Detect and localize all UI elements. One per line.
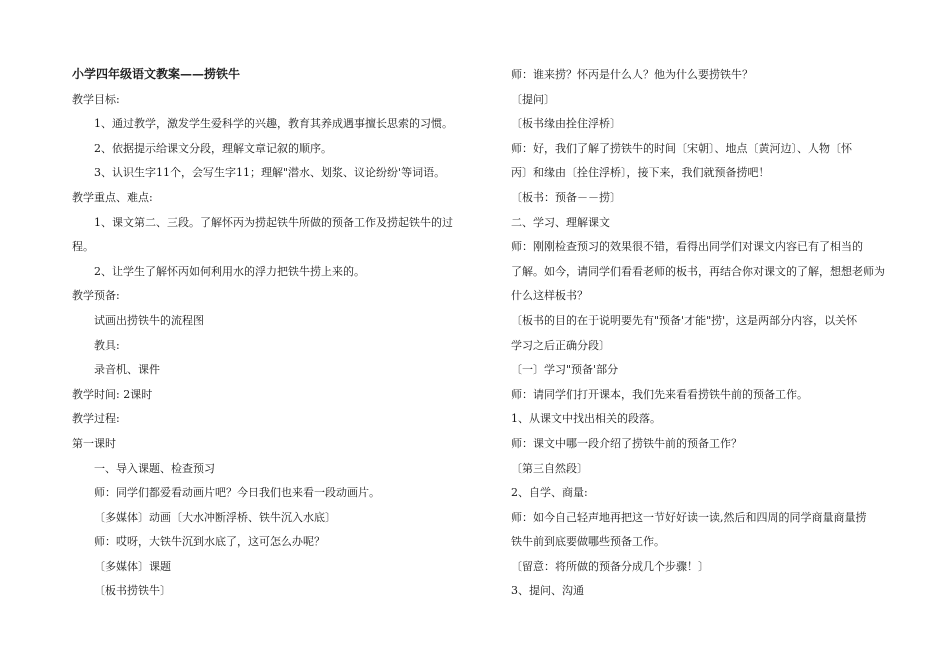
right-line-18: 师：如今自己轻声地再把这一节好好读一读,然后和四周的同学商量商量捞: [511, 510, 867, 524]
left-line-9: 教学预备:: [72, 289, 120, 303]
left-line-10: 试画出捞铁牛的流程图: [94, 313, 204, 327]
left-line-18: 〔多媒体〕动画〔大水冲断浮桥、铁牛沉入水底〕: [94, 510, 336, 524]
right-line-11: 学习之后正确分段〕: [511, 338, 610, 352]
left-line-8: 2、让学生了解怀丙如何利用水的浮力把铁牛捞上来的。: [94, 264, 365, 278]
right-line-15: 师：课文中哪一段介绍了捞铁牛前的预备工作？: [511, 436, 742, 450]
right-line-3: 师：好，我们了解了捞铁牛的时间〔宋朝〕、地点〔黄河边〕、人物〔怀: [511, 141, 852, 155]
left-line-21: 〔板书捞铁牛〕: [94, 584, 171, 598]
right-line-1: 〔提问〕: [511, 92, 555, 106]
right-line-9: 什么这样板书？: [511, 289, 588, 303]
right-line-6: 二、学习、理解课文: [511, 215, 610, 229]
left-line-3: 2、依据提示给课文分段，理解文章记叙的顺序。: [94, 141, 332, 155]
right-line-4: 丙〕和缘由〔拴住浮桥〕，接下来，我们就预备捞吧！: [511, 166, 770, 180]
left-line-16: 一、导入课题、检查预习: [94, 461, 215, 475]
right-line-8: 了解。如今，请同学们看看老师的板书，再结合你对课文的了解，想想老师为: [511, 264, 885, 278]
left-line-4: 3、认识生字11个，会写生字11；理解"潜水、划浆、议论纷纷'等词语。: [94, 166, 446, 180]
right-line-5: 〔板书：预备－－捞〕: [511, 190, 621, 204]
left-line-5: 教学重点、难点:: [72, 190, 153, 204]
left-column: [72, 68, 472, 609]
right-line-14: 1、从课文中找出相关的段落。: [511, 412, 661, 426]
right-line-10: 〔板书的目的在于说明要先有"预备'才能"捞'，这是两部分内容，以关怀: [511, 313, 858, 327]
left-line-11: 教具:: [94, 338, 120, 352]
right-line-17: 2、自学、商量:: [511, 486, 588, 500]
left-line-17: 师：同学们都爱看动画片吧？今日我们也来看一段动画片。: [94, 486, 380, 500]
right-column: [511, 68, 885, 609]
left-line-13: 教学时间: 2课时: [72, 387, 153, 401]
left-line-19: 师：哎呀，大铁牛沉到水底了，这可怎么办呢？: [94, 535, 325, 549]
right-line-19: 铁牛前到底要做哪些预备工作。: [511, 535, 665, 549]
right-line-7: 师：刚刚检查预习的效果很不错，看得出同学们对课文内容已有了相当的: [511, 240, 863, 254]
right-line-12: 〔一〕学习"预备'部分: [511, 363, 619, 377]
right-line-13: 师：请同学们打开课本，我们先来看看捞铁牛前的预备工作。: [511, 387, 808, 401]
left-line-14: 教学过程:: [72, 412, 120, 426]
right-line-2: 〔板书缘由拴住浮桥〕: [511, 117, 621, 131]
left-line-2: 1、通过教学，激发学生爱科学的兴趣，教育其养成遇事擅长思索的习惯。: [94, 117, 453, 131]
left-line-15: 第一课时: [72, 436, 116, 450]
right-line-20: 〔留意：将所做的预备分成几个步骤！〕: [511, 559, 709, 573]
left-line-1: 教学目标:: [72, 92, 120, 106]
left-line-7: 程。: [72, 240, 94, 254]
right-line-21: 3、提问、沟通: [511, 584, 584, 598]
left-line-12: 录音机、课件: [94, 363, 160, 377]
right-line-0: 师：谁来捞？怀丙是什么人？他为什么要捞铁牛？: [511, 68, 753, 81]
right-line-16: 〔第三自然段〕: [511, 461, 588, 475]
left-line-6: 1、课文第二、三段。了解怀丙为捞起铁牛所做的预备工作及捞起铁牛的过: [94, 215, 453, 229]
left-line-20: 〔多媒体〕课题: [94, 559, 171, 573]
left-line-0: 小学四年级语文教案——捞铁牛: [72, 67, 241, 81]
